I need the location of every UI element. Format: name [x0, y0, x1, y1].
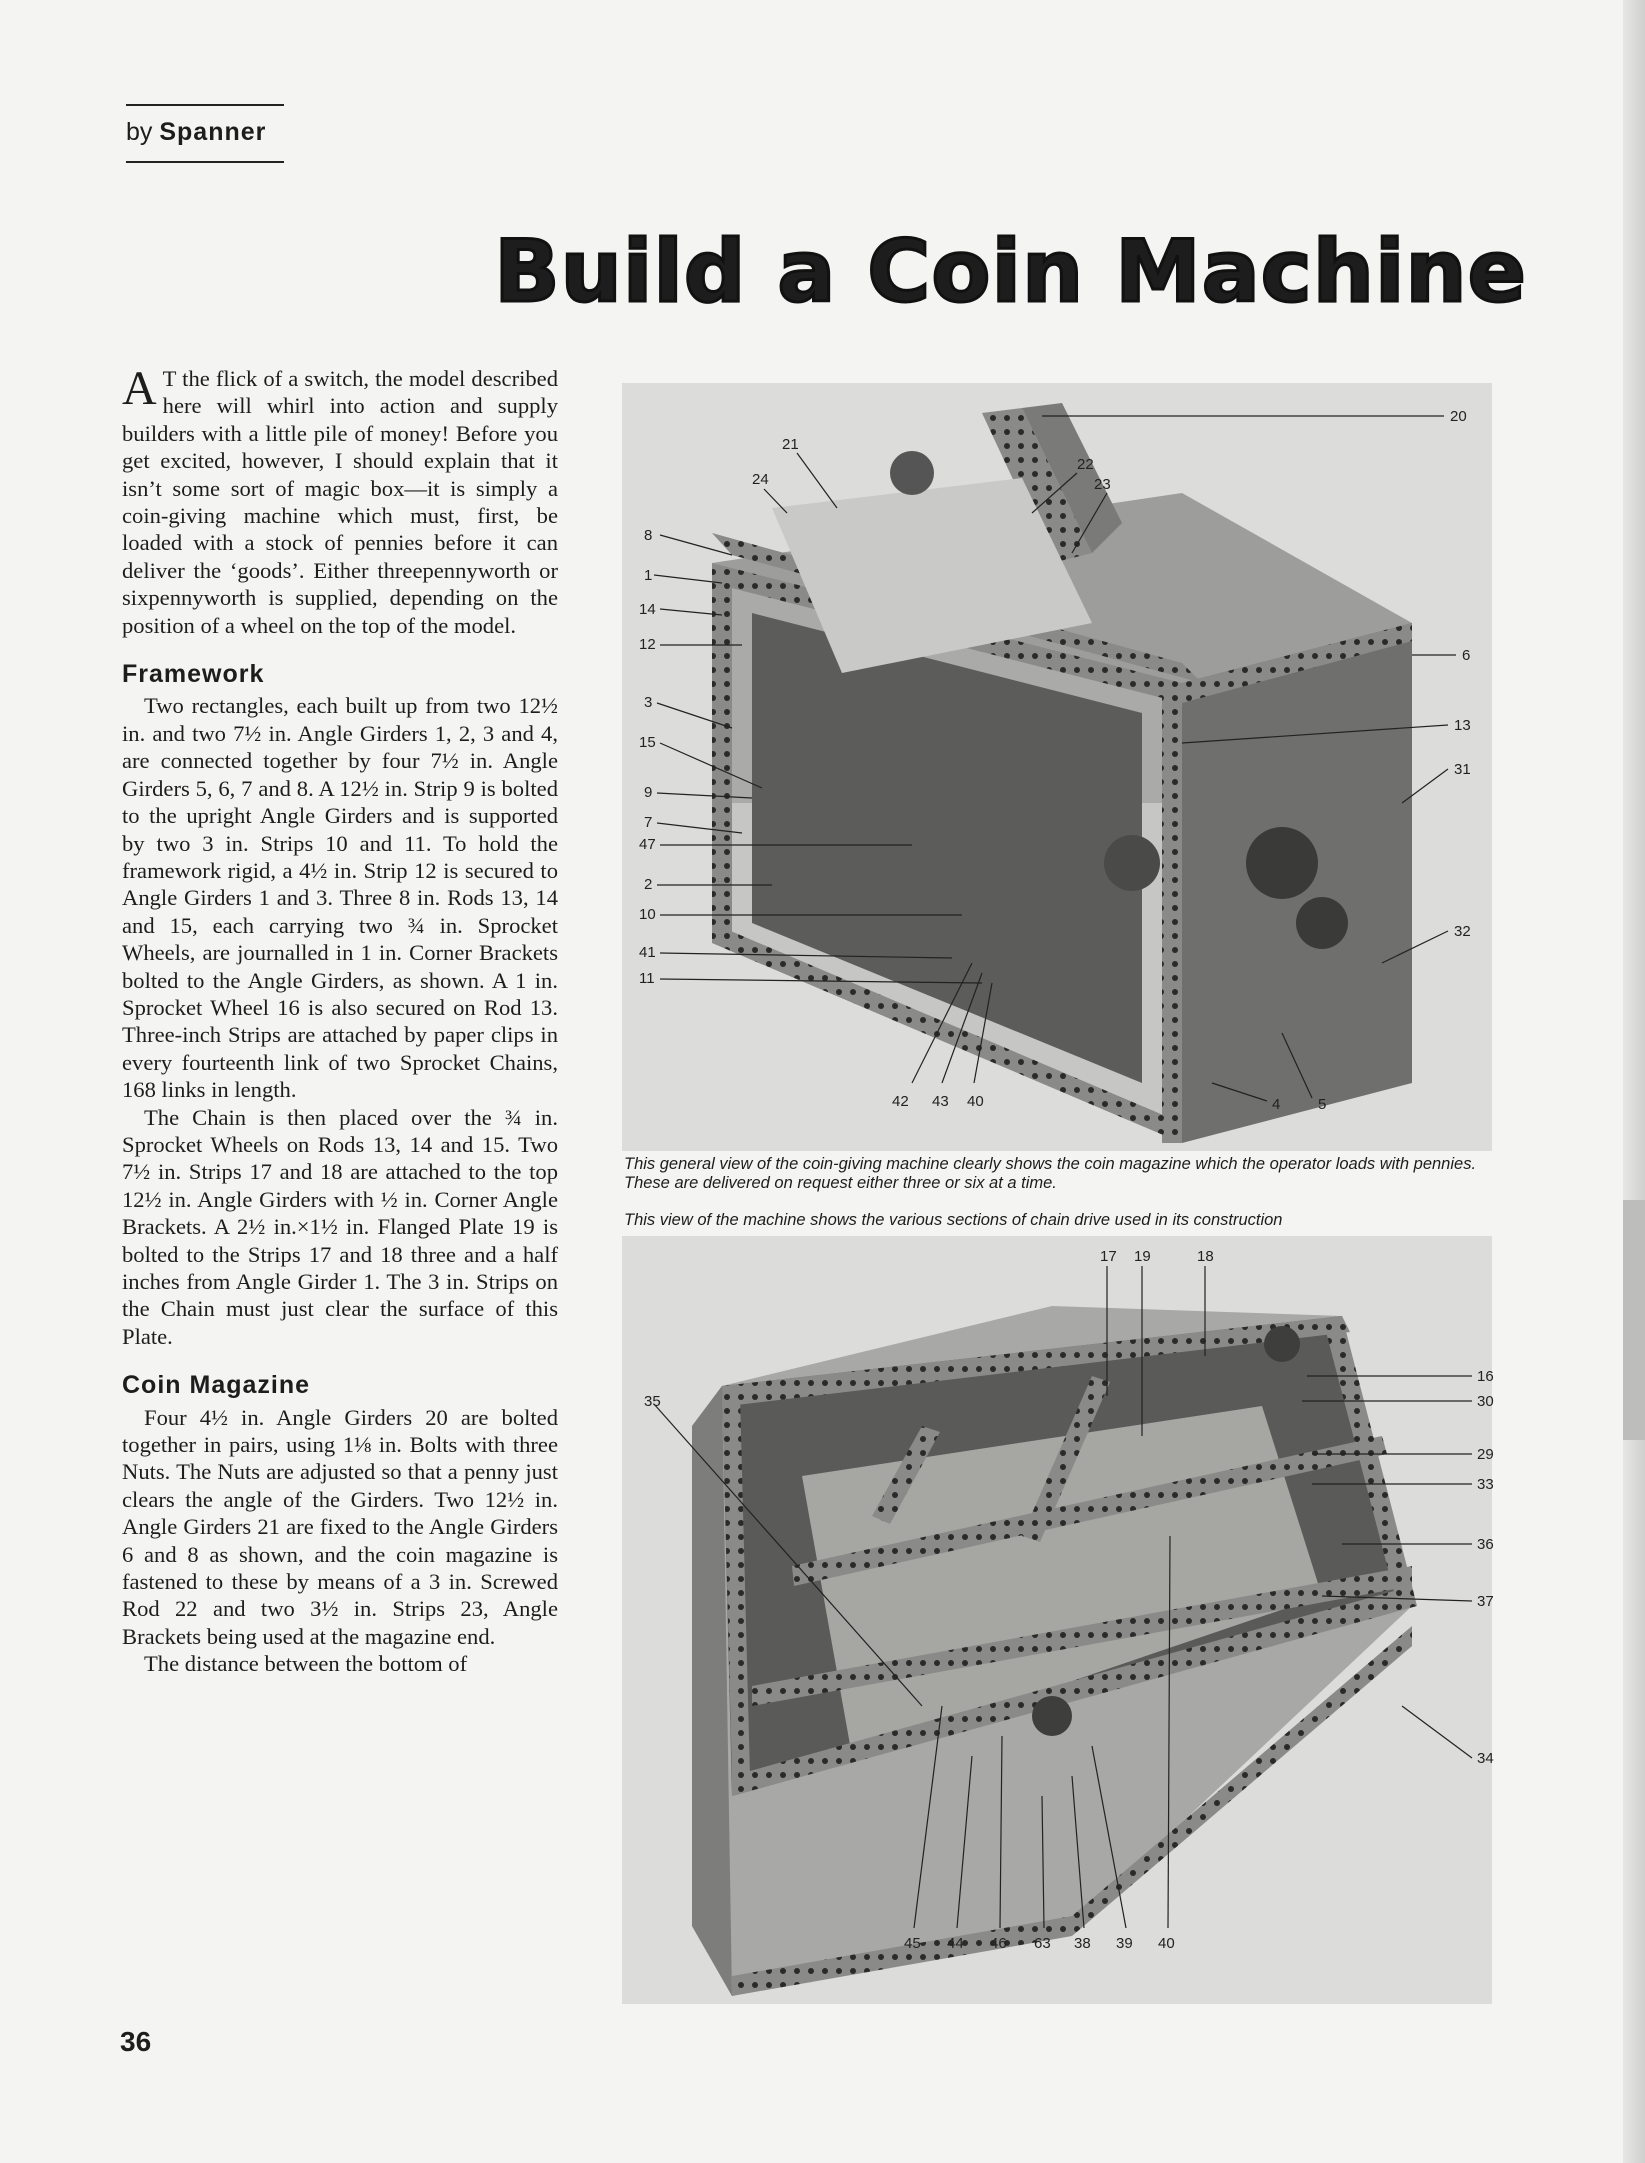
- callout-label: 13: [1454, 717, 1471, 734]
- callout-label: 45: [904, 1935, 921, 1952]
- page-number: 36: [120, 2026, 152, 2057]
- callout-label: 1: [644, 567, 653, 584]
- callout-label: 20: [1450, 408, 1467, 425]
- callout-label: 31: [1454, 761, 1471, 778]
- callout-label: 30: [1477, 1393, 1494, 1410]
- callout-label: 40: [1158, 1935, 1175, 1952]
- callout-label: 40: [967, 1093, 984, 1110]
- callout-label: 22: [1077, 456, 1094, 473]
- callout-label: 42: [892, 1093, 909, 1110]
- intro-text: T the flick of a switch, the model described here will whirl into action and supply builders with a little pile of money! Before you get excited, however, I should explain that it isn’t some sort of magic box—it is simply a coin-giving machine which must, first, be loaded with a stock of pennies before it can deliver the ‘goods’. Either threepennyworth or sixpennyworth is supplied, depending on the position of a wheel on the top of the model.: [122, 366, 558, 638]
- callout-label: 14: [639, 601, 656, 618]
- intro-paragraph: [122, 362, 558, 639]
- callout-label: 32: [1454, 923, 1471, 940]
- caption-figure-1: This general view of the coin-giving machine clearly shows the coin magazine which the operator loads with pennies. These are delivered on request either three or six at a time.: [624, 1155, 1477, 1192]
- magazine-paragraph-1: Four 4½ in. Angle Girders 20 are bolted together in pairs, using 1⅛ in. Bolts with three Nuts. The Nuts are adjusted so that a penny just clears the angle of the Girders. Two 12½ in. Angle Girders 21 are fixed to the Angle Girders 6 and 8 as shown, and the coin magazine is fastened to these by means of a 3 in. Screwed Rod 22 and two 3½ in. Strips 23, Angle Brackets being used at the magazine end.: [122, 1404, 558, 1649]
- page-edge-shadow: [1623, 0, 1645, 2163]
- callout-label: 8: [644, 527, 653, 544]
- callout-label: 39: [1116, 1935, 1133, 1952]
- page-title: Build a Coin Machine: [494, 222, 1527, 322]
- callout-label: 12: [639, 636, 656, 653]
- callout-label: 5: [1318, 1096, 1327, 1113]
- heading-coin-magazine: Coin Magazine: [122, 1371, 311, 1400]
- callout-label: 44: [947, 1935, 964, 1952]
- callout-label: 41: [639, 944, 656, 961]
- callout-label: 17: [1100, 1248, 1117, 1265]
- callout-label: 43: [932, 1093, 949, 1110]
- selector-wheel: [890, 451, 934, 495]
- figure-2-illustration: [622, 1236, 1492, 2004]
- callout-label: 34: [1477, 1750, 1494, 1767]
- magazine-paragraph-2: The distance between the bottom of: [144, 1651, 468, 1677]
- callout-label: 19: [1134, 1248, 1151, 1265]
- byline: [126, 104, 284, 163]
- callout-label: 15: [639, 734, 656, 751]
- article-column: [122, 362, 558, 1678]
- figure-chain-drive-view: [622, 1236, 1492, 2004]
- callout-label: 24: [752, 471, 769, 488]
- figure-1-illustration: [622, 383, 1492, 1151]
- byline-author: Spanner: [159, 118, 267, 146]
- callout-label: 7: [644, 814, 653, 831]
- callout-label: 37: [1477, 1593, 1494, 1610]
- callout-label: 36: [1477, 1536, 1494, 1553]
- framework-paragraph-1: Two rectangles, each built up from two 12½ in. and two 7½ in. Angle Girders 1, 2, 3 and 4, are connected together by four 7½ in. Angle Girders 5, 6, 7 and 8. A 12½ in. Strip 9 is bolted to the upright Angle Girders and is supported by two 3 in. Strips 10 and 11. To hold the framework rigid, a 4½ in. Strip 12 is secured to Angle Girders 1 and 3. Three 8 in. Rods 13, 14 and 15, each carrying two ¾ in. Sprocket Wheels, are journalled in 1 in. Corner Brackets bolted to the Angle Girders, as shown. A 1 in. Sprocket Wheel 16 is also secured on Rod 13. Three-inch Strips are attached by paper clips in every fourteenth link of two Sprocket Chains, 168 links in length.: [122, 693, 558, 1103]
- byline-prefix: by: [126, 118, 153, 146]
- callout-label: 3: [644, 694, 653, 711]
- dropcap: A: [122, 362, 157, 415]
- callout-label: 38: [1074, 1935, 1091, 1952]
- callout-label: 46: [990, 1935, 1007, 1952]
- callout-label: 4: [1272, 1096, 1281, 1113]
- callout-label: 9: [644, 784, 653, 801]
- callout-label: 16: [1477, 1368, 1494, 1385]
- callout-label: 63: [1034, 1935, 1051, 1952]
- callout-label: 47: [639, 836, 656, 853]
- heading-framework: Framework: [122, 660, 265, 689]
- callout-label: 35: [644, 1393, 661, 1410]
- callout-label: 2: [644, 876, 653, 893]
- page-edge-tab: [1623, 1200, 1645, 1440]
- callout-label: 21: [782, 436, 799, 453]
- caption-figure-2: This view of the machine shows the various sections of chain drive used in its construction: [624, 1211, 1283, 1229]
- callout-label: 6: [1462, 647, 1471, 664]
- callout-label: 23: [1094, 476, 1111, 493]
- callout-label: 11: [639, 970, 655, 987]
- framework-paragraph-2: The Chain is then placed over the ¾ in. Sprocket Wheels on Rods 13, 14 and 15. Two 7½ in. Strips 17 and 18 are attached to the top 12½ in. Angle Girders with ½ in. Corner Angle Brackets. A 2½ in.×1½ in. Flanged Plate 19 is bolted to the Strips 17 and 18 three and a half inches from Angle Girder 1. The 3 in. Strips on the Chain must just clear the surface of this Plate.: [122, 1104, 558, 1349]
- figure-general-view: [622, 383, 1492, 1151]
- callout-label: 29: [1477, 1446, 1494, 1463]
- callout-label: 18: [1197, 1248, 1214, 1265]
- callout-label: 33: [1477, 1476, 1494, 1493]
- callout-label: 10: [639, 906, 656, 923]
